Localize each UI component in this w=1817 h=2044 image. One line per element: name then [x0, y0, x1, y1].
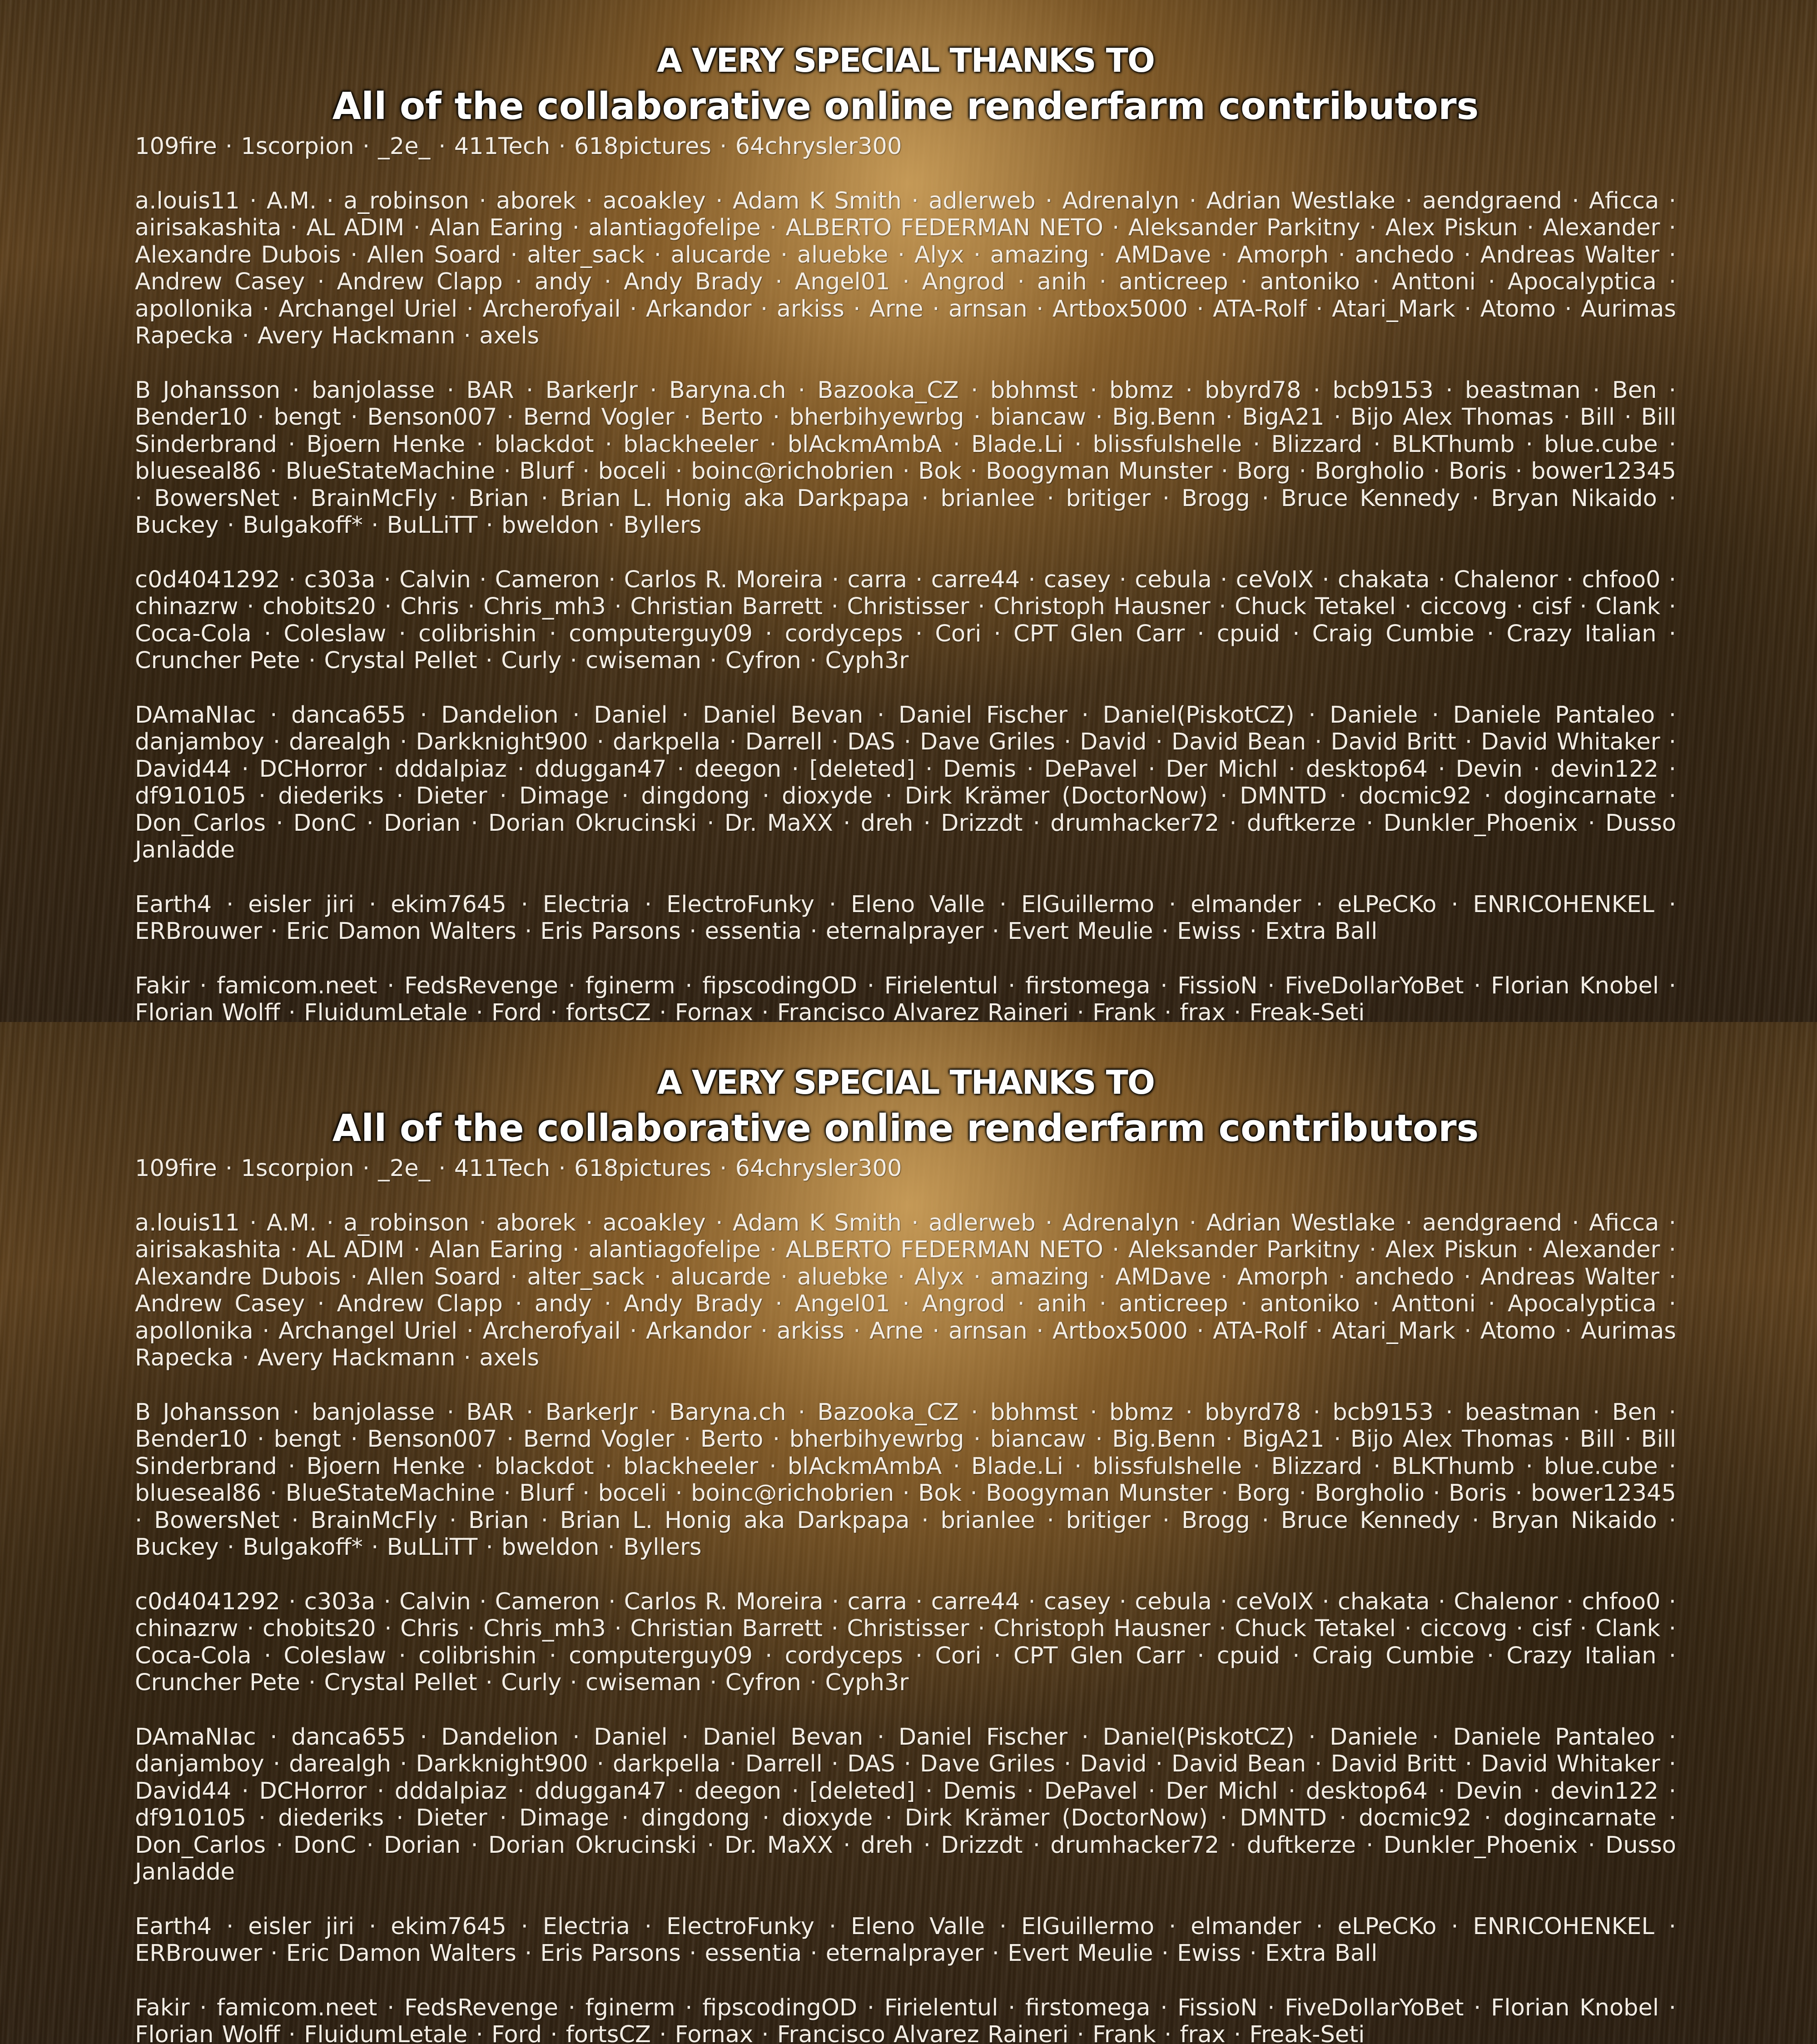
credits-group-f: Fakir · famicom.neet · FedsRevenge · fginerm · fipscodingOD · Firielentul · firstomega · FissioN · FiveDollarYoBet · Florian Knobel · Florian Wolff · FluidumLetale · Ford · fortsCZ · Fornax · Francisco Alvarez Raineri · Frank · frax · Freak-Seti	[135, 1994, 1676, 2044]
credits-group-e: Earth4 · eisler jiri · ekim7645 · Electria · ElectroFunky · Eleno Valle · ElGuillermo · elmander · eLPeCKo · ENRICOHENKEL · ERBrouwer · Eric Damon Walters · Eris Parsons · essentia · eternalprayer · Evert Meulie · Ewiss · Extra Ball	[135, 891, 1676, 945]
credits-group-b: B Johansson · banjolasse · BAR · BarkerJr · Baryna.ch · Bazooka_CZ · bbhmst · bbmz · bbyrd78 · bcb9153 · beastman · Ben · Bender10 · bengt · Benson007 · Bernd Vogler · Berto · bherbihyewrbg · biancaw · Big.Benn · BigA21 · Bijo Alex Thomas · Bill · Bill Sinderbrand · Bjoern Henke · blackdot · blackheeler · blAckmAmbA · Blade.Li · blissfulshelle · Blizzard · BLKThumb · blue.cube · blueseal86 · BlueStateMachine · Blurf · boceli · boinc@richobrien · Bok · Boogyman Munster · Borg · Borgholio · Boris · bower12345 · BowersNet · BrainMcFly · Brian · Brian L. Honig aka Darkpapa · brianlee · britiger · Brogg · Bruce Kennedy · Bryan Nikaido · Buckey · Bulgakoff* · BuLLiTT · bweldon · Byllers	[135, 1399, 1676, 1561]
credits-heading: A VERY SPECIAL THANKS TO	[135, 39, 1676, 82]
credits-group-f: Fakir · famicom.neet · FedsRevenge · fginerm · fipscodingOD · Firielentul · firstomega · FissioN · FiveDollarYoBet · Florian Knobel · Florian Wolff · FluidumLetale · Ford · fortsCZ · Fornax · Francisco Alvarez Raineri · Frank · frax · Freak-Seti	[135, 972, 1676, 1022]
credits-subheading: All of the collaborative online renderfarm contributors	[135, 82, 1676, 131]
credits-group-a: a.louis11 · A.M. · a_robinson · aborek · acoakley · Adam K Smith · adlerweb · Adrenalyn · Adrian Westlake · aendgraend · Aficca · airisakashita · AL ADIM · Alan Earing · alantiagofelipe · ALBERTO FEDERMAN NETO · Aleksander Parkitny · Alex Piskun · Alexander · Alexandre Dubois · Allen Soard · alter_sack · alucarde · aluebke · Alyx · amazing · AMDave · Amorph · anchedo · Andreas Walter · Andrew Casey · Andrew Clapp · andy · Andy Brady · Angel01 · Angrod · anih · anticreep · antoniko · Anttoni · Apocalyptica · apollonika · Archangel Uriel · Archerofyail · Arkandor · arkiss · Arne · arnsan · Artbox5000 · ATA-Rolf · Atari_Mark · Atomo · Aurimas Rapecka · Avery Hackmann · axels	[135, 188, 1676, 350]
credits-group-numeric: 109fire · 1scorpion · _2e_ · 411Tech · 618pictures · 64chrysler300	[135, 133, 1676, 160]
credits-heading: A VERY SPECIAL THANKS TO	[135, 1061, 1676, 1104]
credits-group-c: c0d4041292 · c303a · Calvin · Cameron · Carlos R. Moreira · carra · carre44 · casey · cebula · ceVoIX · chakata · Chalenor · chfoo0 · chinazrw · chobits20 · Chris · Chris_mh3 · Christian Barrett · Christisser · Christoph Hausner · Chuck Tetakel · ciccovg · cisf · Clank · Coca-Cola · Coleslaw · colibrishin · computerguy09 · cordyceps · Cori · CPT Glen Carr · cpuid · Craig Cumbie · Crazy Italian · Cruncher Pete · Crystal Pellet · Curly · cwiseman · Cyfron · Cyph3r	[135, 566, 1676, 675]
credits-group-c: c0d4041292 · c303a · Calvin · Cameron · Carlos R. Moreira · carra · carre44 · casey · cebula · ceVoIX · chakata · Chalenor · chfoo0 · chinazrw · chobits20 · Chris · Chris_mh3 · Christian Barrett · Christisser · Christoph Hausner · Chuck Tetakel · ciccovg · cisf · Clank · Coca-Cola · Coleslaw · colibrishin · computerguy09 · cordyceps · Cori · CPT Glen Carr · cpuid · Craig Cumbie · Crazy Italian · Cruncher Pete · Crystal Pellet · Curly · cwiseman · Cyfron · Cyph3r	[135, 1588, 1676, 1697]
credits-subheading: All of the collaborative online renderfarm contributors	[135, 1104, 1676, 1153]
credits-group-a: a.louis11 · A.M. · a_robinson · aborek · acoakley · Adam K Smith · adlerweb · Adrenalyn · Adrian Westlake · aendgraend · Aficca · airisakashita · AL ADIM · Alan Earing · alantiagofelipe · ALBERTO FEDERMAN NETO · Aleksander Parkitny · Alex Piskun · Alexander · Alexandre Dubois · Allen Soard · alter_sack · alucarde · aluebke · Alyx · amazing · AMDave · Amorph · anchedo · Andreas Walter · Andrew Casey · Andrew Clapp · andy · Andy Brady · Angel01 · Angrod · anih · anticreep · antoniko · Anttoni · Apocalyptica · apollonika · Archangel Uriel · Archerofyail · Arkandor · arkiss · Arne · arnsan · Artbox5000 · ATA-Rolf · Atari_Mark · Atomo · Aurimas Rapecka · Avery Hackmann · axels	[135, 1210, 1676, 1372]
credits-group-d: DAmaNIac · danca655 · Dandelion · Daniel · Daniel Bevan · Daniel Fischer · Daniel(PiskotCZ) · Daniele · Daniele Pantaleo · danjamboy · darealgh · Darkknight900 · darkpella · Darrell · DAS · Dave Griles · David · David Bean · David Britt · David Whitaker · David44 · DCHorror · dddalpiaz · dduggan47 · deegon · [deleted] · Demis · DePavel · Der Michl · desktop64 · Devin · devin122 · df910105 · diederiks · Dieter · Dimage · dingdong · dioxyde · Dirk Krämer (DoctorNow) · DMNTD · docmic92 · dogincarnate · Don_Carlos · DonC · Dorian · Dorian Okrucinski · Dr. MaXX · dreh · Drizzdt · drumhacker72 · duftkerze · Dunkler_Phoenix · Dusso Janladde	[135, 702, 1676, 864]
credits-group-numeric: 109fire · 1scorpion · _2e_ · 411Tech · 618pictures · 64chrysler300	[135, 1155, 1676, 1182]
credits-group-b: B Johansson · banjolasse · BAR · BarkerJr · Baryna.ch · Bazooka_CZ · bbhmst · bbmz · bbyrd78 · bcb9153 · beastman · Ben · Bender10 · bengt · Benson007 · Bernd Vogler · Berto · bherbihyewrbg · biancaw · Big.Benn · BigA21 · Bijo Alex Thomas · Bill · Bill Sinderbrand · Bjoern Henke · blackdot · blackheeler · blAckmAmbA · Blade.Li · blissfulshelle · Blizzard · BLKThumb · blue.cube · blueseal86 · BlueStateMachine · Blurf · boceli · boinc@richobrien · Bok · Boogyman Munster · Borg · Borgholio · Boris · bower12345 · BowersNet · BrainMcFly · Brian · Brian L. Honig aka Darkpapa · brianlee · britiger · Brogg · Bruce Kennedy · Bryan Nikaido · Buckey · Bulgakoff* · BuLLiTT · bweldon · Byllers	[135, 377, 1676, 539]
credits-group-d: DAmaNIac · danca655 · Dandelion · Daniel · Daniel Bevan · Daniel Fischer · Daniel(PiskotCZ) · Daniele · Daniele Pantaleo · danjamboy · darealgh · Darkknight900 · darkpella · Darrell · DAS · Dave Griles · David · David Bean · David Britt · David Whitaker · David44 · DCHorror · dddalpiaz · dduggan47 · deegon · [deleted] · Demis · DePavel · Der Michl · desktop64 · Devin · devin122 · df910105 · diederiks · Dieter · Dimage · dingdong · dioxyde · Dirk Krämer (DoctorNow) · DMNTD · docmic92 · dogincarnate · Don_Carlos · DonC · Dorian · Dorian Okrucinski · Dr. MaXX · dreh · Drizzdt · drumhacker72 · duftkerze · Dunkler_Phoenix · Dusso Janladde	[135, 1724, 1676, 1886]
credits-group-e: Earth4 · eisler jiri · ekim7645 · Electria · ElectroFunky · Eleno Valle · ElGuillermo · elmander · eLPeCKo · ENRICOHENKEL · ERBrouwer · Eric Damon Walters · Eris Parsons · essentia · eternalprayer · Evert Meulie · Ewiss · Extra Ball	[135, 1913, 1676, 1967]
